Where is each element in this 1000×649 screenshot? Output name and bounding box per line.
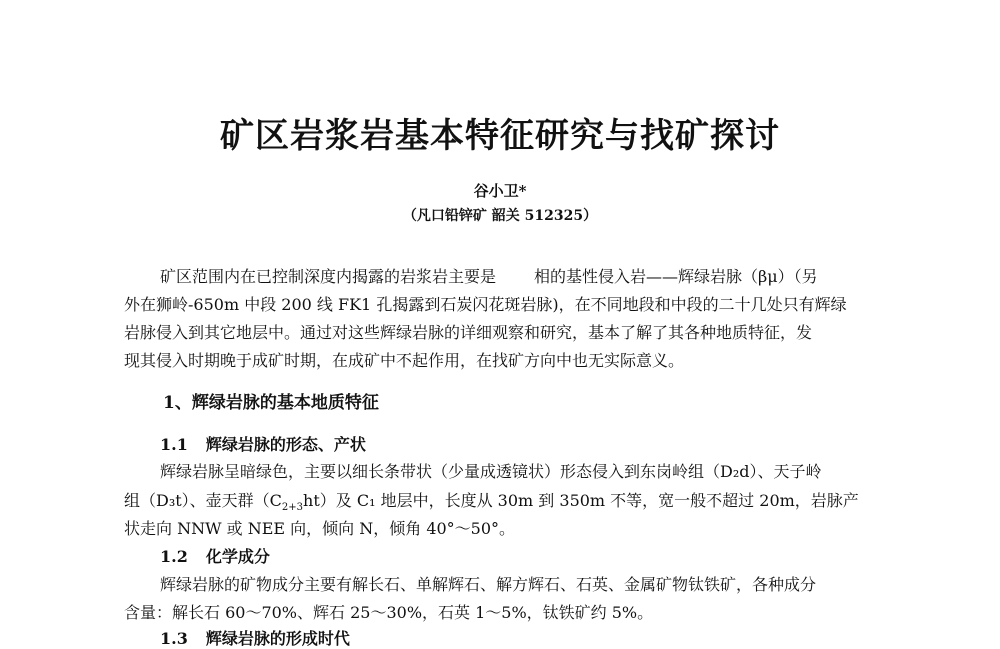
subsection-title: 辉绿岩脉的形态、产状 (205, 435, 366, 454)
intro-line-3: 岩脉侵入到其它地层中。通过对这些辉绿岩脉的详细观察和研究，基本了解了其各种地质特征，发 (124, 323, 813, 342)
s1-1-line-2a: 组（D₃t）、壶天群（C (124, 491, 282, 510)
s1-2-line-1: 辉绿岩脉的矿物成分主要有解长石、单解辉石、解方辉石、石英、金属矿物钛铁矿，各种成分 (160, 575, 817, 594)
subsection-heading-1-1 (160, 432, 366, 455)
s1-1-line-2b: ht）及 C₁ 地层中，长度从 30m 到 350m 不等，宽一般不超过 20m，岩脉产 (303, 491, 859, 510)
intro-line-1 (160, 264, 895, 287)
s1-1-line-2 (124, 488, 894, 513)
intro-line-1b: 相的基性侵入岩——辉绿岩脉（βμ）（另 (534, 267, 818, 286)
intro-line-4: 现其侵入时期晚于成矿时期，在成矿中不起作用，在找矿方向中也无实际意义。 (124, 351, 685, 370)
s1-1-line-1: 辉绿岩脉呈暗绿色，主要以细长条带状（少量成透镜状）形态侵入到东岗岭组（D₂d）、天子岭 (160, 462, 822, 481)
paper-title: 矿区岩浆岩基本特征研究与找矿探讨 (220, 116, 780, 156)
intro-line-1a: 矿区范围内在已控制深度内揭露的岩浆岩主要是 (160, 267, 497, 286)
s1-2-line-2: 含量：解长石 60～70%、辉石 25～30%，石英 1～5%，钛铁矿约 5%。 (124, 603, 654, 622)
author-affiliation: （凡口铅锌矿 韶关 512325） (402, 208, 598, 224)
subsection-title: 辉绿岩脉的形成时代 (205, 629, 350, 648)
section-heading-1: 1、辉绿岩脉的基本地质特征 (163, 393, 379, 413)
intro-line-2: 外在狮岭-650m 中段 200 线 FK1 孔揭露到石炭闪花斑岩脉)，在不同地段和中段的二十几处只有辉绿 (124, 295, 847, 314)
subsection-number: 1.2 (160, 547, 188, 566)
subsection-heading-1-2 (160, 544, 270, 567)
subsection-number: 1.3 (160, 629, 188, 648)
subscript: 2+3 (281, 502, 304, 514)
author-name: 谷小卫* (473, 182, 527, 200)
subsection-number: 1.1 (160, 435, 188, 454)
subsection-heading-1-3 (160, 626, 350, 649)
s1-1-line-3: 状走向 NNW 或 NEE 向，倾向 N，倾角 40°～50°。 (124, 519, 516, 538)
subsection-title: 化学成分 (205, 547, 270, 566)
